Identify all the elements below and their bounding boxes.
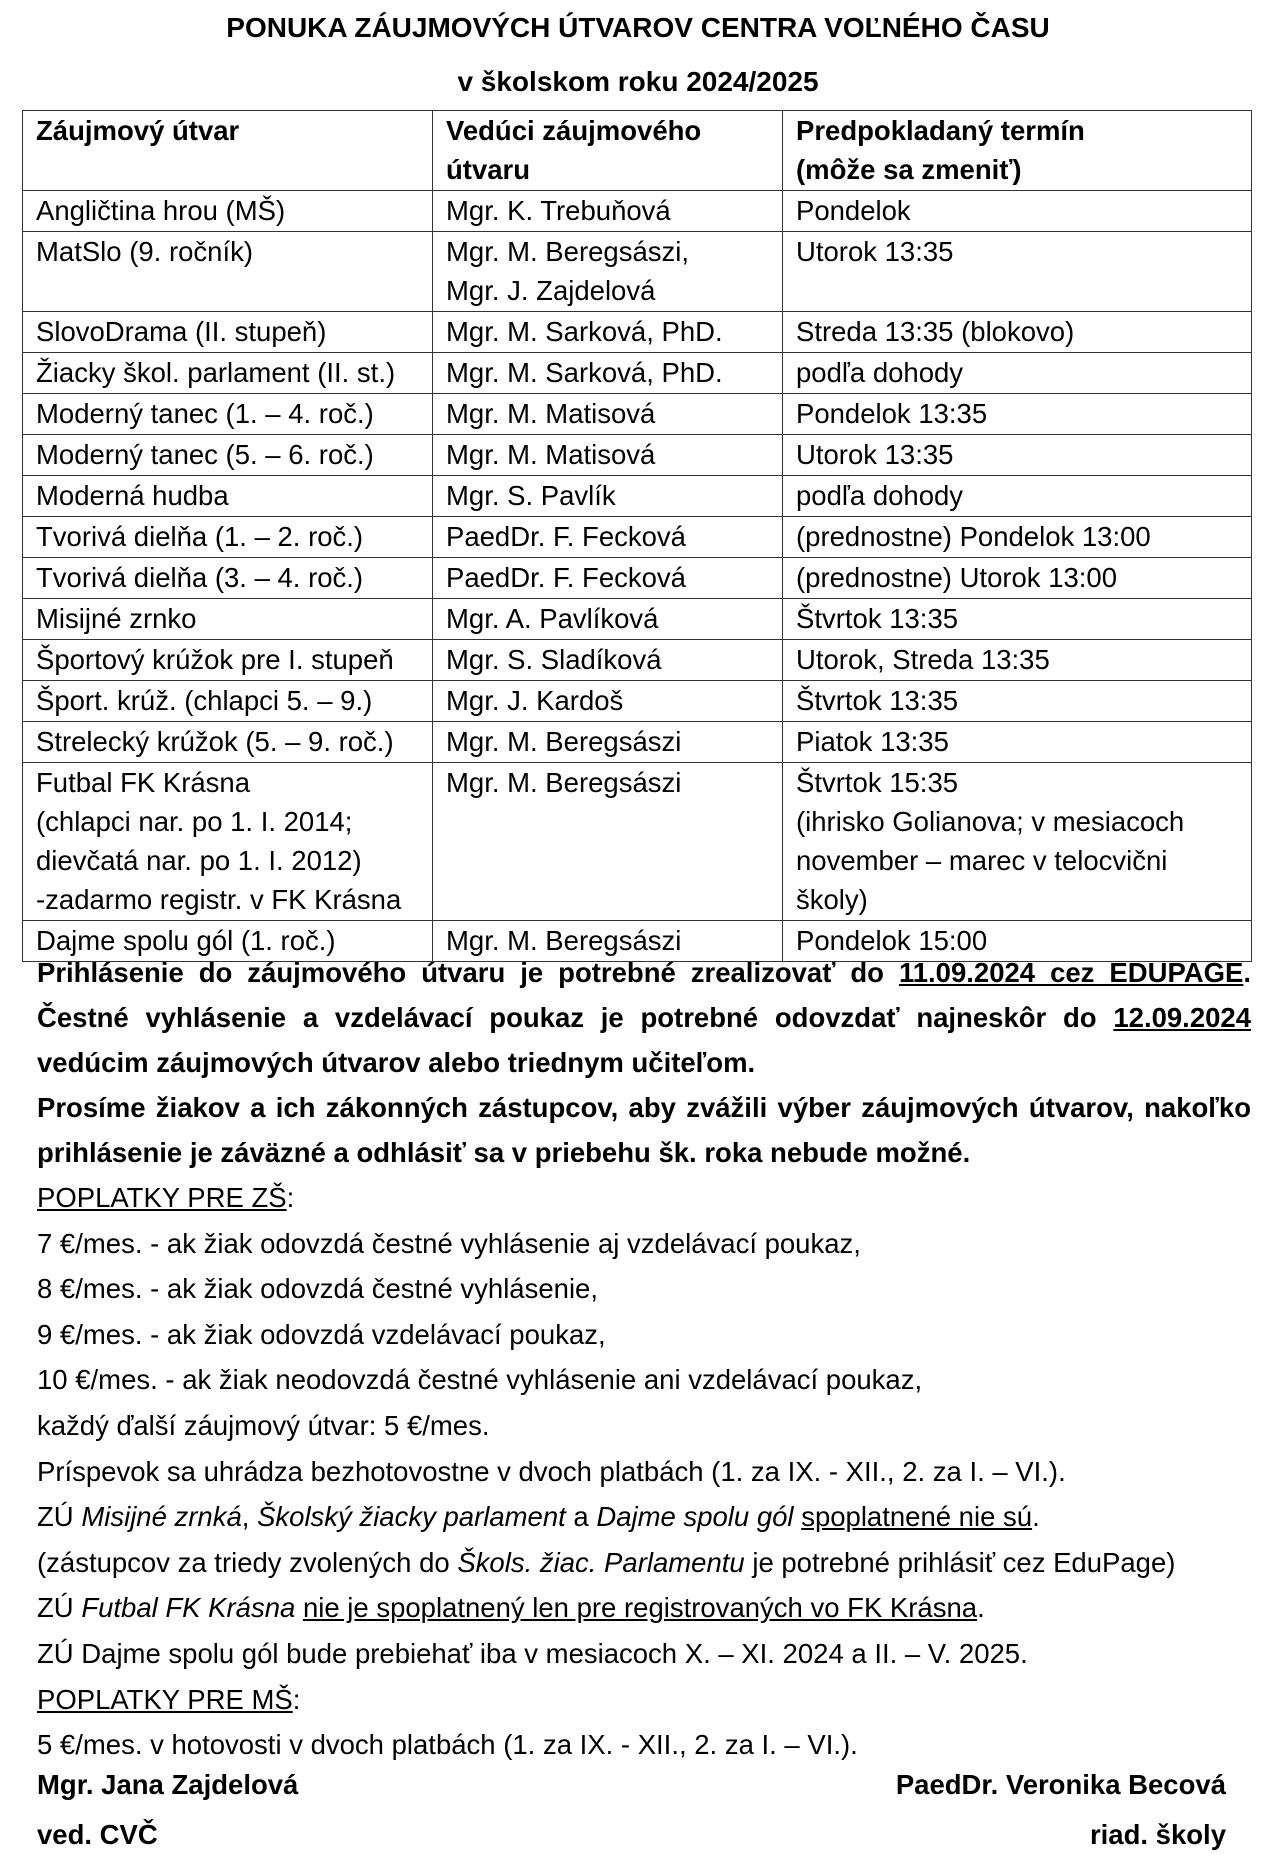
activity-cell: Tvorivá dielňa (3. – 4. roč.) — [23, 558, 433, 599]
activity-cell: MatSlo (9. ročník) — [23, 232, 433, 312]
schedule-cell: Utorok, Streda 13:35 — [783, 640, 1252, 681]
fee-item: každý ďalší záujmový útvar: 5 €/mes. — [37, 1409, 490, 1441]
activity-cell: Dajme spolu gól (1. roč.) — [23, 921, 433, 962]
table-row — [23, 232, 1252, 312]
fees-ms-heading-text: POPLATKY PRE MŠ — [37, 1683, 293, 1715]
activity-cell: Angličtina hrou (MŠ) — [23, 191, 433, 232]
leader-cell: Mgr. S. Pavlík — [433, 476, 783, 517]
schedule-cell: podľa dohody — [783, 476, 1252, 517]
leader-cell: Mgr. M. Matisová — [433, 394, 783, 435]
text-span: Misijné zrnká — [81, 1501, 242, 1533]
document-subtitle: v školskom roku 2024/2025 — [457, 66, 819, 97]
text-span: a — [565, 1501, 597, 1533]
activity-cell: Strelecký krúžok (5. – 9. roč.) — [23, 722, 433, 763]
leader-cell: Mgr. M. Sarková, PhD. — [433, 312, 783, 353]
binding-notice-line2: prihlásenie je záväzné a odhlásiť sa v priebehu šk. roka nebude možné. — [37, 1137, 971, 1168]
text-span: . — [977, 1592, 985, 1624]
table-row — [23, 681, 1252, 722]
registration-period: . — [1243, 957, 1251, 988]
leader-cell: Mgr. S. Sladíková — [433, 640, 783, 681]
table-row — [23, 476, 1252, 517]
schedule-cell: Piatok 13:35 — [783, 722, 1252, 763]
free-activities-note — [37, 1494, 1251, 1540]
table-row — [23, 191, 1252, 232]
payment-note: Príspevok sa uhrádza bezhotovostne v dvoch platbách (1. za IX. - XII., 2. za I. – VI.). — [37, 1455, 1066, 1487]
text-span: je potrebné prihlásiť cez EduPage) — [744, 1546, 1176, 1578]
activity-cell: Tvorivá dielňa (1. – 2. roč.) — [23, 517, 433, 558]
signature-right-role: riad. školy — [1089, 1819, 1226, 1850]
text-span: spoplatnené nie sú — [801, 1501, 1033, 1533]
schedule-cell: Pondelok 13:35 — [783, 394, 1252, 435]
registration-deadline — [37, 950, 1251, 995]
signature-left — [37, 1760, 298, 1860]
fee-item: 8 €/mes. - ak žiak odovzdá čestné vyhlásenie, — [37, 1273, 598, 1305]
text-span: ZÚ — [37, 1501, 82, 1533]
table-row — [23, 599, 1252, 640]
table-row — [23, 722, 1252, 763]
activity-cell: Žiacky škol. parlament (II. st.) — [23, 353, 433, 394]
text-span: Školský žiacky parlament — [257, 1501, 566, 1533]
schedule-cell: (prednostne) Utorok 13:00 — [783, 558, 1252, 599]
football-note — [37, 1585, 1251, 1631]
table-row — [23, 517, 1252, 558]
text-span: , — [241, 1501, 258, 1533]
activity-cell: Šport. krúž. (chlapci 5. – 9.) — [23, 681, 433, 722]
header-schedule: Predpokladaný termín (môže sa zmeniť) — [783, 111, 1252, 191]
declaration-deadline-date: 12.09.2024 — [1113, 1002, 1251, 1033]
text-span: Futbal FK Krásna — [81, 1592, 296, 1624]
fees-zs-colon: : — [286, 1182, 295, 1213]
fee-item: 9 €/mes. - ak žiak odovzdá vzdelávací poukaz, — [37, 1318, 606, 1350]
header-leader: Vedúci záujmového útvaru — [433, 111, 783, 191]
leader-cell: Mgr. M. Beregsászi — [433, 763, 783, 921]
table-body — [23, 191, 1252, 962]
table-row — [23, 558, 1252, 599]
table-row — [23, 640, 1252, 681]
fee-item: 10 €/mes. - ak žiak neodovzdá čestné vyhlásenie ani vzdelávací poukaz, — [37, 1364, 923, 1396]
activity-cell: Športový krúžok pre I. stupeň — [23, 640, 433, 681]
fees-ms-heading — [37, 1677, 1251, 1723]
table-row — [23, 394, 1252, 435]
schedule-cell: Utorok 13:35 — [783, 435, 1252, 476]
activity-cell: Moderný tanec (5. – 6. roč.) — [23, 435, 433, 476]
table-header-row — [23, 111, 1252, 191]
schedule-cell: Pondelok 15:00 — [783, 921, 1252, 962]
table-row — [23, 353, 1252, 394]
fees-zs-heading — [37, 1175, 1251, 1221]
text-span: Škols. žiac. Parlamentu — [457, 1546, 745, 1578]
signature-right-name: PaedDr. Veronika Becová — [895, 1769, 1226, 1800]
activity-cell: Misijné zrnko — [23, 599, 433, 640]
schedule-cell: Štvrtok 15:35 (ihrisko Golianova; v mesiacoch november – marec v telocvični školy) — [783, 763, 1252, 921]
schedule-cell: Štvrtok 13:35 — [783, 599, 1252, 640]
leader-cell: Mgr. M. Beregsászi — [433, 722, 783, 763]
leader-cell: Mgr. J. Kardoš — [433, 681, 783, 722]
leader-cell: Mgr. M. Beregsászi, Mgr. J. Zajdelová — [433, 232, 783, 312]
header-activity: Záujmový útvar — [23, 111, 433, 191]
activity-cell: Futbal FK Krásna (chlapci nar. po 1. I. 2014; dievčatá nar. po 1. I. 2012) -zadarmo registr. v FK Krásna — [23, 763, 433, 921]
binding-notice-line1: Prosíme žiakov a ich zákonných zástupcov, aby zvážili výber záujmových útvarov, nakoľko — [37, 1092, 1251, 1123]
leader-cell: Mgr. K. Trebuňová — [433, 191, 783, 232]
table-row — [23, 435, 1252, 476]
leader-cell: Mgr. M. Sarková, PhD. — [433, 353, 783, 394]
fee-item: 7 €/mes. - ak žiak odovzdá čestné vyhlásenie aj vzdelávací poukaz, — [37, 1227, 861, 1259]
schedule-cell: (prednostne) Pondelok 13:00 — [783, 517, 1252, 558]
text-span — [295, 1592, 303, 1623]
fees-zs-heading-text: POPLATKY PRE ZŠ — [37, 1182, 287, 1213]
registration-text: Prihlásenie do záujmového útvaru je potrebné zrealizovať do — [37, 957, 899, 988]
activities-table — [22, 110, 1252, 962]
parliament-note — [37, 1540, 1251, 1586]
text-span: ZÚ — [37, 1592, 82, 1624]
signature-left-name: Mgr. Jana Zajdelová — [37, 1769, 299, 1800]
schedule-cell: Pondelok — [783, 191, 1252, 232]
text-span: nie je spoplatnený len pre registrovaných vo FK Krásna — [302, 1592, 978, 1624]
table-row — [23, 312, 1252, 353]
notes-section — [37, 950, 1251, 1768]
leader-cell: Mgr. M. Matisová — [433, 435, 783, 476]
declaration-deadline — [37, 995, 1251, 1040]
schedule-cell: Streda 13:35 (blokovo) — [783, 312, 1252, 353]
text-span: . — [1032, 1501, 1040, 1533]
schedule-cell: podľa dohody — [783, 353, 1252, 394]
fees-ms-colon: : — [292, 1683, 301, 1715]
activity-cell: Moderná hudba — [23, 476, 433, 517]
leader-cell: Mgr. M. Beregsászi — [433, 921, 783, 962]
schedule-cell: Štvrtok 13:35 — [783, 681, 1252, 722]
fee-ms-item: 5 €/mes. v hotovosti v dvoch platbách (1. za IX. - XII., 2. za I. – VI.). — [37, 1729, 858, 1761]
declaration-recipients: vedúcim záujmových útvarov alebo triednym učiteľom. — [37, 1047, 756, 1078]
declaration-text: Čestné vyhlásenie a vzdelávací poukaz je potrebné odovzdať najneskôr do — [37, 1002, 1114, 1033]
dajme-spolu-gol-note: ZÚ Dajme spolu gól bude prebiehať iba v mesiacoch X. – XI. 2024 a II. – V. 2025. — [37, 1637, 1028, 1669]
leader-cell: PaedDr. F. Fecková — [433, 558, 783, 599]
signature-left-role: ved. CVČ — [37, 1819, 158, 1850]
leader-cell: Mgr. A. Pavlíková — [433, 599, 783, 640]
text-span: Dajme spolu gól — [596, 1501, 794, 1533]
signature-right — [896, 1760, 1226, 1860]
activity-cell: Moderný tanec (1. – 4. roč.) — [23, 394, 433, 435]
leader-cell: PaedDr. F. Fecková — [433, 517, 783, 558]
text-span: (zástupcov za triedy zvolených do — [37, 1546, 458, 1578]
registration-deadline-date: 11.09.2024 cez EDUPAGE — [898, 957, 1244, 988]
activity-cell: SlovoDrama (II. stupeň) — [23, 312, 433, 353]
table-row — [23, 763, 1252, 921]
schedule-cell: Utorok 13:35 — [783, 232, 1252, 312]
document-title: PONUKA ZÁUJMOVÝCH ÚTVAROV CENTRA VOĽNÉHO ČASU — [226, 12, 1050, 43]
